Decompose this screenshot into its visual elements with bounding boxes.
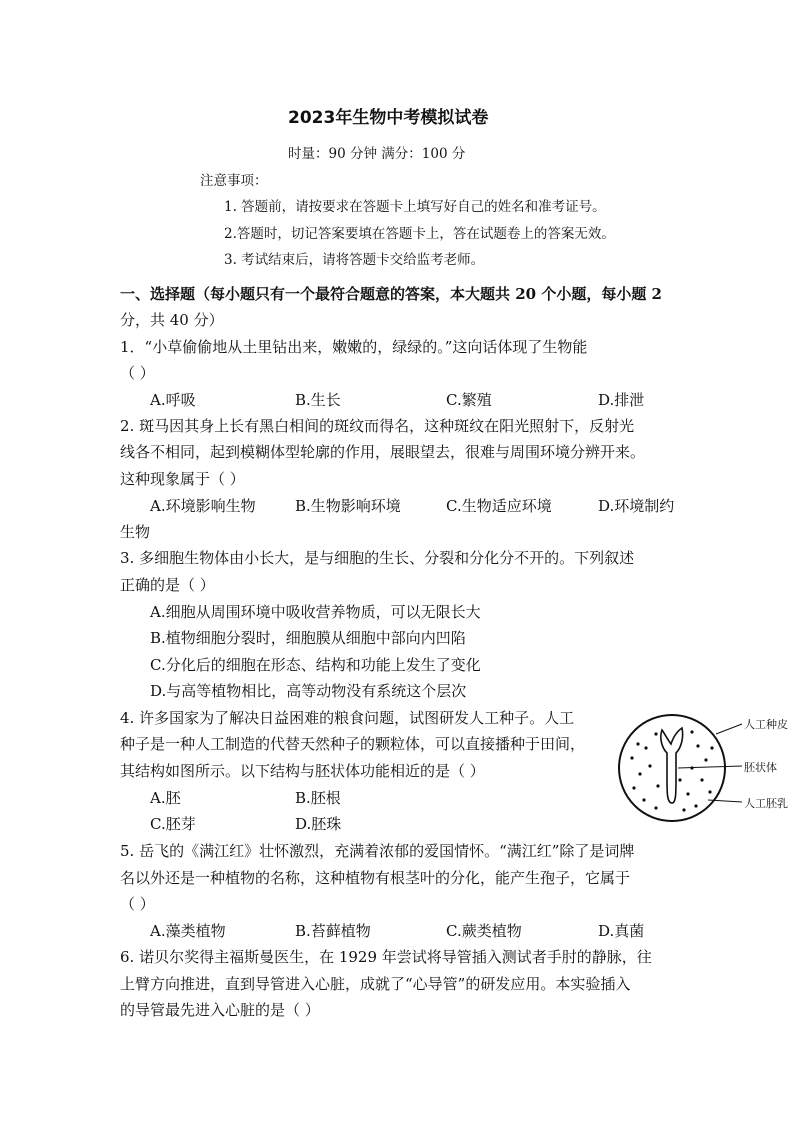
q2-option-d: D.环境制约	[598, 497, 675, 515]
q1-option-c: C.繁殖	[446, 391, 492, 409]
question-1-blank: （ ）	[120, 364, 155, 382]
q2-option-d-wrap: 生物	[120, 523, 151, 541]
question-3-text: 3. 多细胞生物体由小长大，是与细胞的生长、分裂和分化分不开的。下列叙述	[120, 549, 635, 567]
question-6-text: 的导管最先进入心脏的是（ ）	[120, 1001, 320, 1019]
page-title: 2023年生物中考模拟试卷	[288, 108, 489, 128]
question-5-text: 5. 岳飞的《满江红》壮怀激烈，充满着浓郁的爱国情怀。“满江红”除了是词牌	[120, 842, 635, 860]
question-5-blank: （ ）	[120, 895, 155, 913]
notice-item: 2.答题时，切记答案要填在答题卡上，答在试题卷上的答案无效。	[224, 226, 615, 242]
q3-option-c: C.分化后的细胞在形态、结构和功能上发生了变化	[150, 656, 481, 674]
question-3-text: 正确的是（ ）	[120, 576, 215, 594]
question-2-text: 线各不相同，起到模糊体型轮廓的作用，展眼望去，很难与周围环境分辨开来。	[120, 443, 646, 461]
artificial-seed-figure	[612, 708, 794, 826]
section-heading-cont: 分，共 40 分）	[120, 311, 224, 329]
question-2-text: 2. 斑马因其身上长有黑白相间的斑纹而得名，这种斑纹在阳光照射下，反射光	[120, 417, 635, 435]
q3-option-a: A.细胞从周围环境中吸收营养物质，可以无限长大	[150, 603, 481, 621]
q5-option-a: A.藻类植物	[150, 922, 226, 940]
section-heading: 一、选择题（每小题只有一个最符合题意的答案，本大题共 20 个小题，每小题 2	[120, 285, 662, 303]
q5-option-c: C.蕨类植物	[446, 922, 522, 940]
question-5-text: 名以外还是一种植物的名称，这种植物有根茎叶的分化，能产生孢子，它属于	[120, 869, 631, 887]
label-artificial-endosperm: 人工胚乳	[744, 797, 788, 810]
notice-item: 3. 考试结束后，请将答题卡交给监考老师。	[224, 252, 485, 268]
q4-option-c: C.胚芽	[150, 815, 196, 833]
question-1-text: 1．“小草偷偷地从土里钻出来，嫩嫩的，绿绿的。”这向话体现了生物能	[120, 338, 588, 356]
q4-option-b: B.胚根	[295, 789, 341, 807]
q1-option-d: D.排泄	[598, 391, 645, 409]
q5-option-b: B.苔藓植物	[295, 922, 371, 940]
notice-heading: 注意事项：	[200, 173, 268, 189]
label-embryoid-body: 胚状体	[744, 761, 777, 774]
q3-option-b: B.植物细胞分裂时，细胞膜从细胞中部向内凹陷	[150, 629, 466, 647]
question-6-text: 6. 诺贝尔奖得主福斯曼医生，在 1929 年尝试将导管插入测试者手肘的静脉，往	[120, 948, 652, 966]
exam-info: 时量：90 分钟 满分：100 分	[288, 146, 466, 162]
q2-option-b: B.生物影响环境	[295, 497, 401, 515]
q4-option-a: A.胚	[150, 789, 181, 807]
q2-option-c: C.生物适应环境	[446, 497, 552, 515]
q3-option-d: D.与高等植物相比，高等动物没有系统这个层次	[150, 682, 467, 700]
question-6-text: 上臂方向推进，直到导管进入心脏，成就了“心导管”的研发应用。本实验插入	[120, 975, 631, 993]
q4-option-d: D.胚珠	[295, 815, 342, 833]
question-4-text: 种子是一种人工制造的代替天然种子的颗粒体，可以直接播种于田间，	[120, 735, 586, 753]
q2-option-a: A.环境影响生物	[150, 497, 256, 515]
notice-item: 1. 答题前，请按要求在答题卡上填写好自己的姓名和准考证号。	[224, 199, 606, 215]
question-4-text: 其结构如图所示。以下结构与胚状体功能相近的是（ ）	[120, 762, 485, 780]
q1-option-a: A.呼吸	[150, 391, 196, 409]
q5-option-d: D.真菌	[598, 922, 645, 940]
question-2-text: 这种现象属于（ ）	[120, 470, 245, 488]
q1-option-b: B.生长	[295, 391, 341, 409]
question-4-text: 4. 许多国家为了解决日益困难的粮食问题，试图研发人工种子。人工	[120, 709, 575, 727]
label-artificial-seed-coat: 人工种皮	[744, 718, 788, 731]
